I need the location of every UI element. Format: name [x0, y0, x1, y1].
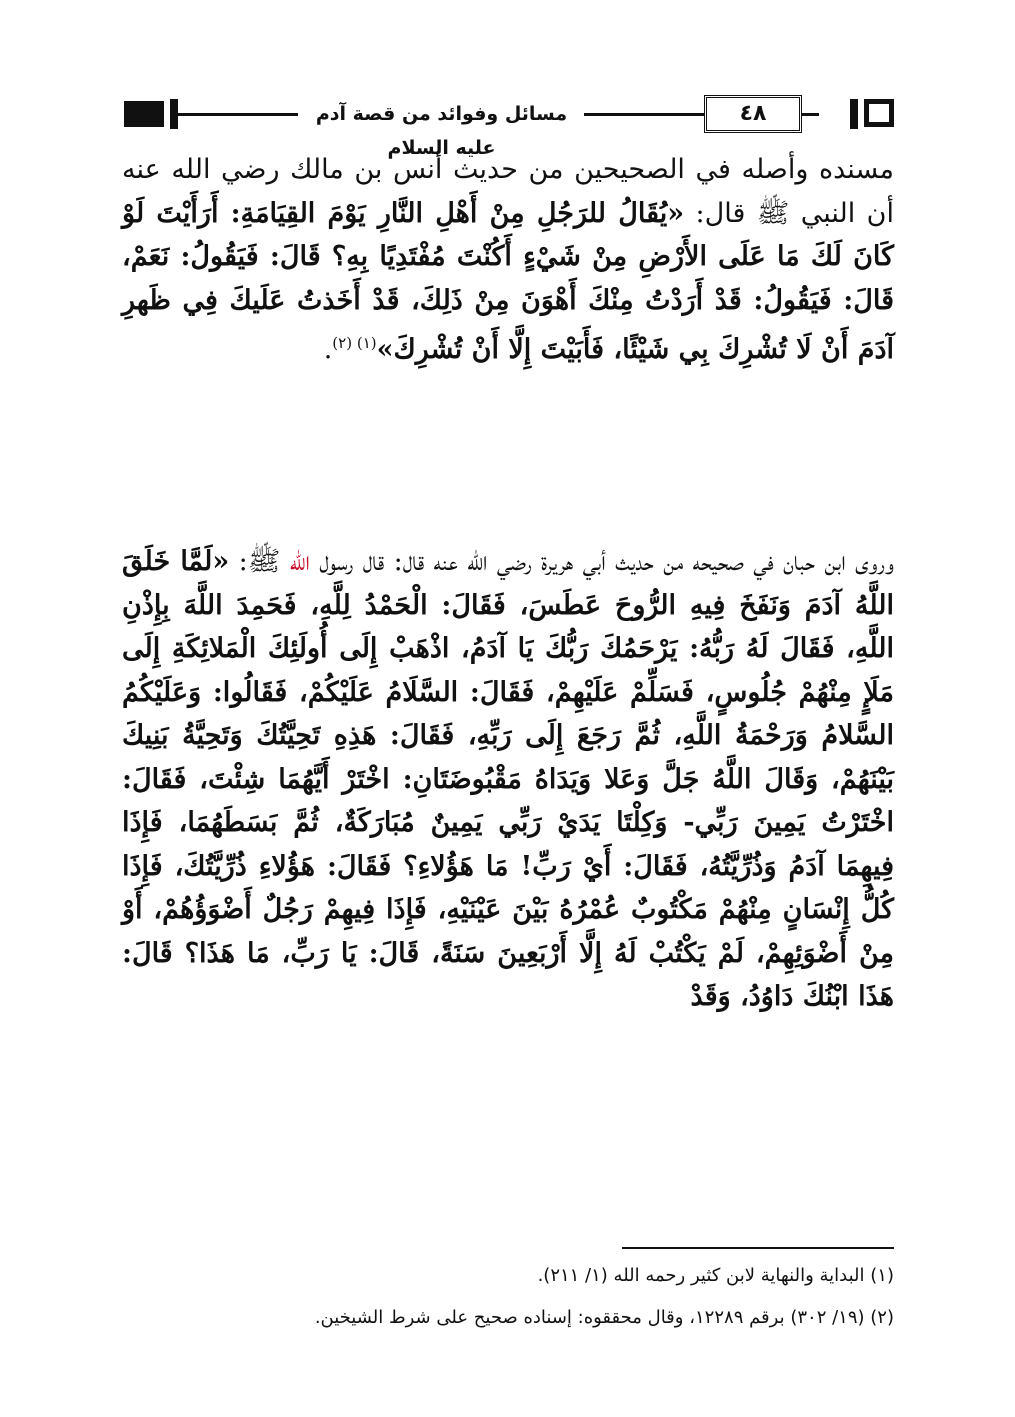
header-ornament-right-square — [864, 99, 894, 127]
page-number: ٤٨ — [704, 95, 802, 133]
footnote-2: (٢) (١٩/ ٣٠٢) برقم ١٢٢٨٩، وقال محققوه: إسناده صحيح على شرط الشيخين. — [314, 1307, 894, 1328]
running-title: مسائل وفوائد من قصة آدم عليه السلام — [315, 103, 568, 159]
hadith-quote-2: «لَمَّا خَلَقَ اللَّهُ آدَمَ وَنَفَخَ فِيهِ الرُّوحَ عَطَسَ، فَقَالَ: الْحَمْدُ لِلَّهِ، فَحَمِدَ اللَّهَ بِإِذْنِ اللَّهِ، فَقَالَ لَهُ رَبُّهُ: يَرْحَمُكَ رَبُّكَ يَا آدَمُ، اذْهَبْ إِلَى أُولَئِكَ الْمَلائِكَةِ إِلَى مَلَإٍ مِنْهُمْ جُلُوسٍ، فَسَلِّمْ عَلَيْهِمْ، فَقَالَ: السَّلَامُ عَلَيْكُمْ، فَقَالُوا: وَعَلَيْكُمُ السَّلامُ وَرَحْمَةُ اللَّهِ، ثُمَّ رَجَعَ إِلَى رَبِّهِ، فَقَالَ: هَذِهِ تَحِيَّتُكَ وَتَحِيَّةُ بَنِيكَ بَيْنَهُمْ، وَقَالَ اللَّهُ جَلَّ وَعَلا وَيَدَاهُ مَقْبُوضَتَانِ: اخْتَرْ أَيَّهُمَا شِئْتَ، فَقَالَ: اخْتَرْتُ يَمِينَ رَبِّي- وَكِلْتَا يَدَيْ رَبِّي يَمِينٌ مُبَارَكَةٌ، ثُمَّ بَسَطَهُمَا، فَإِذَا فِيهِمَا آدَمُ وَذُرِّيَّتُهُ، فَقَالَ: أَيْ رَبِّ! مَا هَؤُلاءِ؟ فَقَالَ: هَؤُلاءِ ذُرِّيَّتُكَ، فَإِذَا كُلُّ إِنْسَانٍ مِنْهُمْ مَكْتُوبٌ عُمْرُهُ بَيْنَ عَيْنَيْهِ، فَإِذَا فِيهِمْ رَجُلٌ أَضْوَؤُهُمْ، أَوْ مِنْ أَضْوَئِهِمْ، لَمْ يَكْتُبْ لَهُ إِلَّا أَرْبَعِينَ سَنَةً، قَالَ: يَا رَبِّ، مَا هَذَا؟ قَالَ: هَذَا ابْنُكَ دَاوُدُ، وَقَدْ — [122, 546, 894, 1012]
paragraph-1-end: . — [323, 334, 333, 365]
hadith-quote-1: «يُقَالُ للرَجُلِ مِنْ أَهْلِ النَّارِ يَوْمَ القِيَامَةِ: أَرَأَيْتَ لَوْ كَانَ لَكَ مَا عَلَى الأَرْضِ مِنْ شَيْءٍ أَكُنْتَ مُفْتَدِيًا بِهِ؟ قَالَ: فَيَقُولُ: نَعَمْ، قَالَ: فَيَقُولُ: قَدْ أَرَدْتُ مِنْكَ أَهْوَنَ مِنْ ذَلِكَ، قَدْ أَخَذتُ عَلَيكَ فِي ظَهرِ آدَمَ أَنْ لَا تُشْرِكَ بِي شَيْئًا، فَأَبَيْتَ إِلَّا أَنْ تُشْرِكَ» — [122, 197, 894, 365]
running-header — [124, 95, 894, 159]
header-ornament-left-block — [124, 101, 164, 127]
footnote-refs: (١) (٢) — [332, 334, 377, 352]
paragraph-1-intro: مسنده وأصله في الصحيحين من حديث أنس بن مالك رضي الله عنه أن النبي ﷺ قال: — [122, 154, 894, 229]
paragraph-2 — [122, 540, 894, 1019]
paragraph-1 — [122, 148, 894, 372]
footnote-1: (١) البداية والنهاية لابن كثير رحمه الله (١/ ٢١١). — [537, 1265, 894, 1286]
paragraph-2-after-name: ﷺ: — [229, 546, 290, 577]
header-ornament-left-bar — [170, 99, 178, 129]
name-highlight: الله — [289, 546, 310, 577]
paragraph-2-intro: وروى ابن حبان في صحيحه من حديث أبي هريرة رضي الله عنه قال: قال رسول — [309, 546, 895, 577]
header-rule-left — [178, 113, 298, 116]
header-ornament-right-bar — [850, 99, 858, 129]
footnote-separator — [622, 1247, 894, 1249]
